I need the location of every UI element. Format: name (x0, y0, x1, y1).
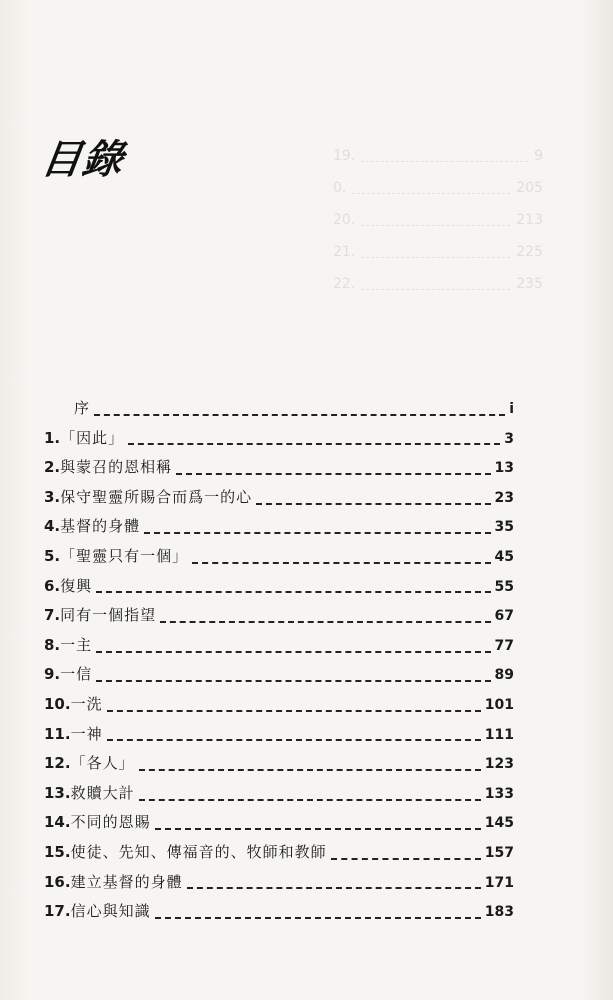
toc-entry-number: 1. (44, 428, 61, 447)
bleed-through-label: 19. (333, 148, 356, 164)
toc-entry (44, 752, 514, 782)
toc-entry (44, 545, 514, 575)
bleed-through-line (333, 204, 543, 236)
toc-entry-page: 3 (504, 430, 514, 447)
bleed-through-page: 225 (516, 244, 543, 260)
toc-entry-title: 同有一個指望 (60, 606, 157, 625)
toc-entry-title: 「聖靈只有一個」 (60, 546, 189, 565)
toc-entry-title: 一神 (70, 724, 103, 743)
toc-entry (44, 515, 514, 545)
bleed-through-label: 21. (333, 244, 356, 260)
toc-entry-page: 133 (484, 785, 514, 802)
dot-leader (139, 769, 481, 771)
toc-entry-number: 13. (44, 783, 71, 802)
toc-entry-title: 與蒙召的恩相稱 (60, 458, 173, 477)
dot-leader (96, 680, 490, 682)
toc-entry-number: 5. (44, 546, 61, 565)
bleed-through-line (333, 140, 543, 172)
toc-entry-number: 8. (44, 635, 61, 654)
bleed-through-text (333, 140, 543, 300)
bleed-through-page: 213 (516, 212, 543, 228)
dot-leader (107, 739, 481, 741)
toc-entry-number: 17. (44, 902, 71, 921)
toc-entry-page: 89 (494, 667, 514, 684)
dot-leader (256, 503, 490, 505)
toc-entry (44, 811, 514, 841)
toc-entry (44, 575, 514, 605)
bleed-through-leader (361, 236, 510, 258)
dot-leader (96, 591, 490, 593)
toc-entry (44, 871, 514, 901)
toc-entry-number: 7. (44, 606, 61, 625)
toc-entry (44, 427, 514, 457)
toc-entry-number: 12. (44, 754, 71, 773)
bleed-through-line (333, 236, 543, 268)
dot-leader (139, 799, 481, 801)
dot-leader (144, 532, 490, 534)
toc-entry-title: 序 (74, 399, 91, 417)
toc-entry-number: 6. (44, 576, 61, 595)
toc-entry-title: 基督的身體 (60, 517, 141, 536)
toc-entry (44, 663, 514, 693)
toc-entry-title: 不同的恩賜 (70, 813, 151, 832)
bleed-through-page: 205 (516, 180, 543, 196)
toc-entry-title: 建立基督的身體 (70, 872, 183, 891)
toc-entry-number: 3. (44, 487, 61, 506)
toc-entry-page: i (509, 401, 514, 417)
bleed-through-leader (361, 268, 510, 290)
toc-entry-title: 一洗 (70, 694, 103, 713)
toc-entry-title: 救贖大計 (70, 783, 135, 802)
toc-entry-title: 一信 (60, 665, 93, 684)
bleed-through-page: 9 (534, 148, 543, 164)
page-title: 目錄 (38, 137, 127, 183)
toc-entry-title: 「各人」 (70, 754, 135, 773)
toc-entry-page: 13 (494, 460, 514, 477)
toc-entry-title: 「因此」 (60, 428, 125, 447)
toc-entry-page: 145 (484, 815, 514, 832)
toc-entry (44, 486, 514, 516)
toc-entry-number: 10. (44, 694, 71, 713)
toc-entry-page: 77 (494, 637, 514, 654)
toc-entry-title: 一主 (60, 635, 93, 654)
toc-entry-title: 復興 (60, 576, 93, 595)
toc-entry-page: 157 (484, 844, 514, 861)
toc-entry-page: 67 (494, 608, 514, 625)
bleed-through-label: 22. (333, 276, 356, 292)
toc-entry-number: 11. (44, 724, 71, 743)
table-of-contents (44, 397, 514, 930)
bleed-through-line (333, 172, 543, 204)
toc-entry-number: 15. (44, 842, 71, 861)
dot-leader (187, 887, 481, 889)
toc-entry (44, 397, 514, 427)
dot-leader (176, 473, 490, 475)
toc-entry-number: 4. (44, 517, 61, 536)
bleed-through-label: 20. (333, 212, 356, 228)
toc-entry-title: 信心與知識 (70, 902, 151, 921)
bleed-through-page: 235 (516, 276, 543, 292)
toc-entry-page: 111 (484, 726, 514, 743)
dot-leader (155, 917, 481, 919)
bleed-through-leader (361, 204, 510, 226)
toc-entry (44, 634, 514, 664)
toc-entry-page: 55 (494, 578, 514, 595)
toc-entry (44, 841, 514, 871)
toc-entry (44, 456, 514, 486)
dot-leader (94, 414, 505, 416)
toc-entry-number: 16. (44, 872, 71, 891)
dot-leader (107, 710, 481, 712)
toc-entry-number: 14. (44, 813, 71, 832)
toc-entry (44, 693, 514, 723)
toc-entry-page: 35 (494, 519, 514, 536)
toc-entry-page: 45 (494, 548, 514, 565)
toc-entry (44, 782, 514, 812)
dot-leader (192, 562, 490, 564)
toc-entry-page: 171 (484, 874, 514, 891)
toc-entry-title: 保守聖靈所賜合而爲一的心 (60, 487, 253, 506)
toc-entry-title: 使徒、先知、傳福音的、牧師和教師 (70, 842, 327, 861)
toc-entry (44, 604, 514, 634)
bleed-through-leader (361, 140, 528, 162)
toc-entry-page: 101 (484, 696, 514, 713)
toc-entry-number: 9. (44, 665, 61, 684)
dot-leader (160, 621, 490, 623)
bleed-through-line (333, 268, 543, 300)
toc-entry-page: 183 (484, 904, 514, 921)
dot-leader (331, 858, 481, 860)
toc-entry-number: 2. (44, 458, 61, 477)
toc-entry (44, 723, 514, 753)
dot-leader (155, 828, 481, 830)
toc-entry-page: 123 (484, 756, 514, 773)
dot-leader (128, 443, 500, 445)
toc-entry (44, 900, 514, 930)
toc-entry-page: 23 (494, 489, 514, 506)
dot-leader (96, 651, 490, 653)
bleed-through-leader (352, 172, 510, 194)
bleed-through-label: 0. (333, 180, 347, 196)
